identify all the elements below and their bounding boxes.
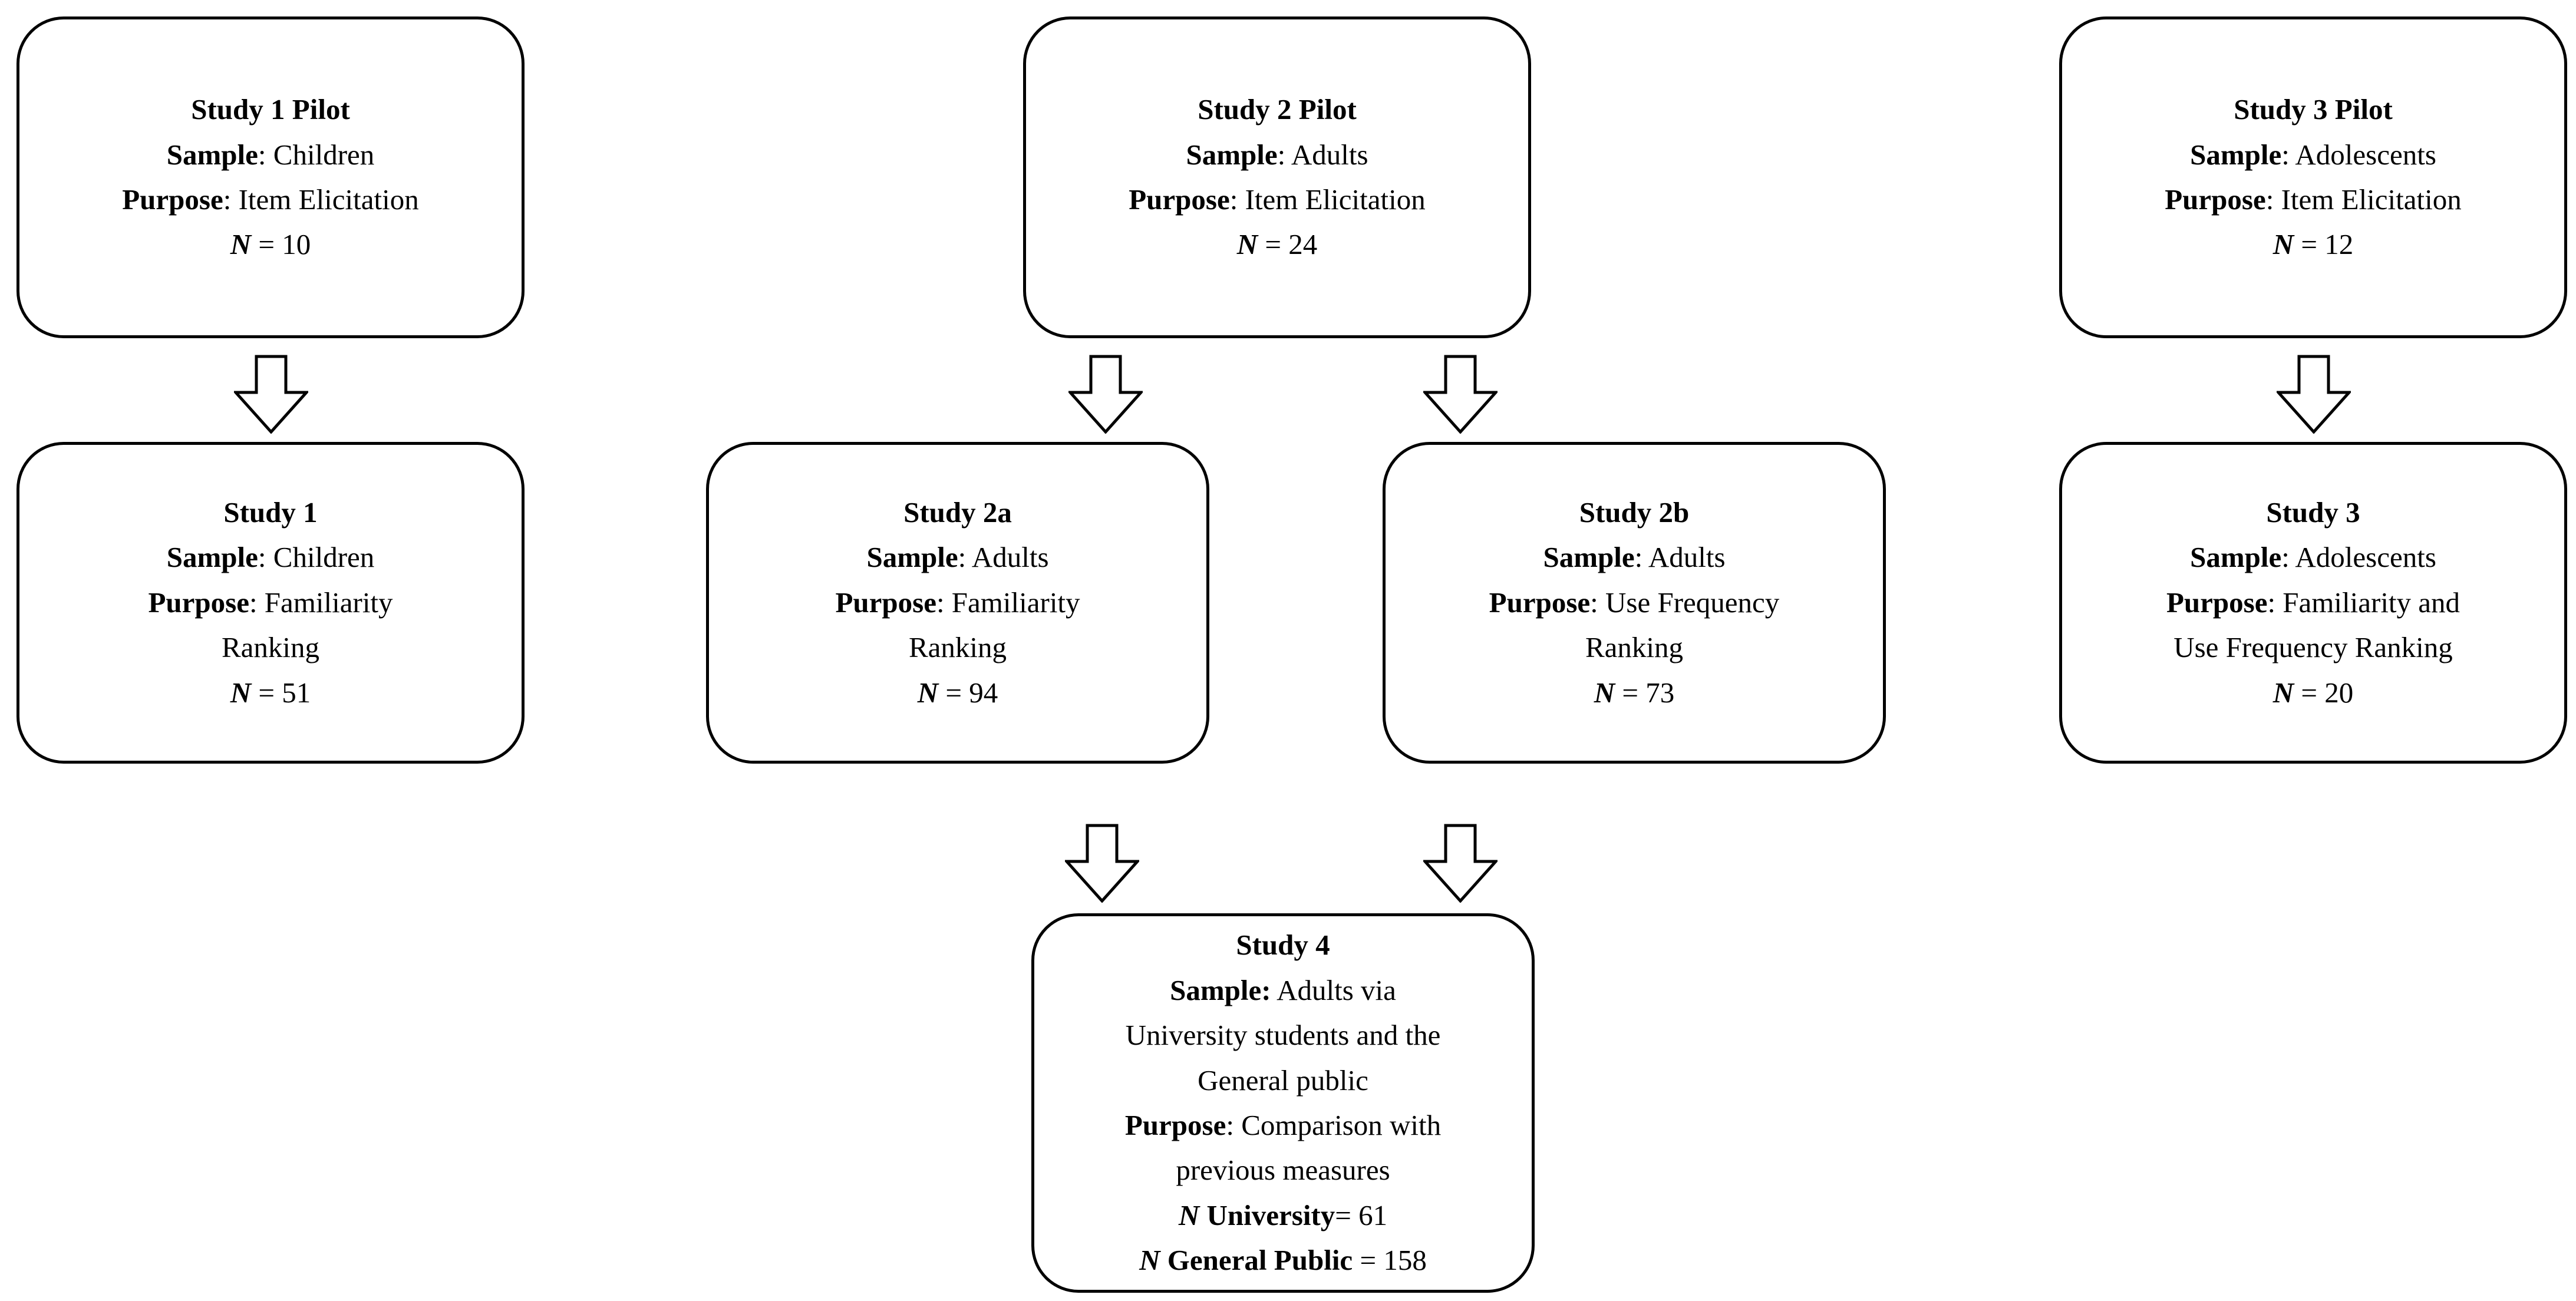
n-line (918, 671, 998, 715)
sample-line (167, 133, 375, 177)
n-value: = 94 (938, 676, 998, 709)
sample-continuation-line: General public (1198, 1064, 1368, 1097)
n-label: N (1236, 228, 1258, 261)
study-1-box (17, 442, 525, 764)
purpose-value: : Item Elicitation (223, 183, 419, 216)
sample-value: : Adolescents (2281, 138, 2436, 171)
n-label: N (1178, 1198, 1200, 1231)
box-title: Study 2 Pilot (1198, 93, 1357, 126)
sample-value: : Children (258, 541, 375, 574)
n-value: = 24 (1258, 228, 1318, 261)
purpose-value: : Familiarity and (2267, 586, 2460, 619)
sample-value: : Children (258, 138, 375, 171)
purpose-continuation-line: Ranking (221, 631, 320, 664)
study-2-pilot-box (1023, 16, 1531, 338)
box-title: Study 4 (1236, 929, 1330, 962)
purpose-line (1129, 177, 1426, 222)
purpose-label: Purpose (1129, 183, 1230, 216)
box-title: Study 2a (903, 496, 1012, 529)
down-arrow-icon (234, 355, 308, 434)
n-label: N (2272, 676, 2294, 709)
sample-label: Sample (166, 541, 258, 574)
study-2b-box (1383, 442, 1886, 764)
down-arrow-icon (1065, 824, 1139, 903)
purpose-value: : Use Frequency (1590, 586, 1780, 619)
n-label: N (1594, 676, 1615, 709)
sample-value: Adults via (1271, 973, 1396, 1006)
study-1-pilot-box (17, 16, 525, 338)
n-value: = 20 (2294, 676, 2354, 709)
purpose-line (835, 580, 1080, 625)
purpose-label: Purpose (1489, 586, 1591, 619)
n-value: = 12 (2294, 228, 2354, 261)
n-label: N (917, 676, 939, 709)
purpose-label: Purpose (835, 586, 936, 619)
purpose-line (122, 177, 419, 222)
purpose-label: Purpose (148, 586, 249, 619)
box-title: Study 3 Pilot (2234, 93, 2393, 126)
sample-line (1186, 133, 1368, 177)
n-value: = 10 (251, 228, 311, 261)
sample-line (1170, 968, 1396, 1013)
down-arrow-icon (1068, 355, 1143, 434)
sample-label: Sample: (1170, 973, 1271, 1006)
sample-value: : Adolescents (2281, 541, 2436, 574)
purpose-value: : Item Elicitation (2265, 183, 2462, 216)
sample-label: Sample (166, 138, 258, 171)
box-title: Study 3 (2266, 496, 2360, 529)
sample-value: : Adults (1634, 541, 1726, 574)
sample-value: : Adults (1277, 138, 1368, 171)
sample-continuation-line: University students and the (1125, 1019, 1441, 1052)
sample-line (866, 535, 1048, 580)
n-line (2273, 222, 2354, 267)
n-line (1237, 222, 1318, 267)
n-general-public-line (1139, 1238, 1427, 1283)
n-label: N (230, 676, 252, 709)
purpose-value: : Item Elicitation (1229, 183, 1426, 216)
sample-label: Sample (1186, 138, 1278, 171)
n-university-label: University (1199, 1198, 1335, 1231)
box-title: Study 1 (223, 496, 318, 529)
study-4-box (1031, 913, 1535, 1293)
n-line (2273, 671, 2354, 715)
n-line (1594, 671, 1675, 715)
sample-label: Sample (1543, 541, 1635, 574)
purpose-value: : Familiarity (936, 586, 1080, 619)
sample-value: : Adults (958, 541, 1049, 574)
sample-label: Sample (2190, 138, 2282, 171)
purpose-line (1125, 1103, 1441, 1148)
n-university-value: = 61 (1335, 1198, 1388, 1231)
purpose-label: Purpose (2165, 183, 2266, 216)
box-title: Study 2b (1579, 496, 1690, 529)
purpose-line (148, 580, 392, 625)
n-value: = 73 (1615, 676, 1675, 709)
down-arrow-icon (1423, 824, 1498, 903)
study-2a-box (706, 442, 1209, 764)
n-label: N (2272, 228, 2294, 261)
purpose-value: : Familiarity (249, 586, 393, 619)
purpose-line (2166, 580, 2460, 625)
purpose-value: : Comparison with (1226, 1109, 1442, 1141)
sample-line (2190, 535, 2436, 580)
n-label: N (230, 228, 252, 261)
purpose-line (2165, 177, 2462, 222)
purpose-continuation-line: previous measures (1176, 1154, 1390, 1187)
purpose-continuation-line: Ranking (1585, 631, 1684, 664)
n-general-public-label: General Public (1160, 1244, 1353, 1277)
purpose-continuation-line: Ranking (908, 631, 1007, 664)
sample-line (167, 535, 375, 580)
box-title: Study 1 Pilot (191, 93, 350, 126)
purpose-label: Purpose (122, 183, 223, 216)
sample-label: Sample (2190, 541, 2282, 574)
down-arrow-icon (1423, 355, 1498, 434)
purpose-label: Purpose (2166, 586, 2268, 619)
study-3-box (2059, 442, 2567, 764)
purpose-line (1489, 580, 1780, 625)
purpose-label: Purpose (1124, 1109, 1226, 1141)
n-line (230, 671, 311, 715)
n-label: N (1139, 1244, 1160, 1277)
sample-label: Sample (866, 541, 958, 574)
purpose-continuation-line: Use Frequency Ranking (2173, 631, 2453, 664)
sample-line (1543, 535, 1725, 580)
n-university-line (1179, 1193, 1387, 1238)
n-general-public-value: = 158 (1353, 1244, 1427, 1277)
n-value: = 51 (251, 676, 311, 709)
study-3-pilot-box (2059, 16, 2567, 338)
n-line (230, 222, 311, 267)
sample-line (2190, 133, 2436, 177)
down-arrow-icon (2277, 355, 2351, 434)
